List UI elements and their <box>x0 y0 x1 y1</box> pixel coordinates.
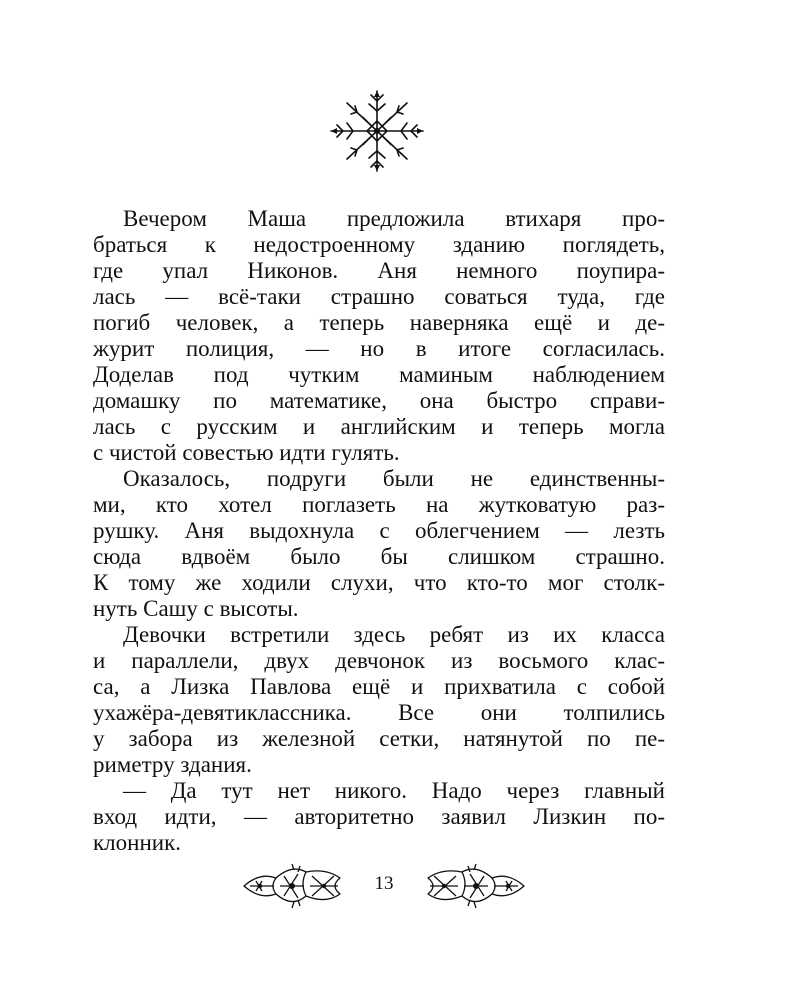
page-number: 13 <box>374 873 394 894</box>
paragraph <box>93 778 665 856</box>
text-line: ми, кто хотел поглазеть на жутковатую раз- <box>93 492 665 517</box>
text-line: лась с русским и английским и теперь могла <box>93 414 665 439</box>
text-line: Доделав под чутким маминым наблюдением <box>93 362 665 387</box>
text-line: Вечером Маша предложила втихаря про- <box>123 206 665 231</box>
body-text <box>93 206 665 856</box>
text-line: где упал Никонов. Аня немного поупира- <box>93 258 665 283</box>
floral-ornament-left-icon <box>240 862 346 910</box>
text-line: вход идти, — авторитетно заявил Лизкин по- <box>93 804 665 829</box>
text-line: рушку. Аня выдохнула с облегчением — лезть <box>93 518 665 543</box>
text-line: ухажёра-девятиклассника. Все они толпились <box>93 700 665 725</box>
floral-ornament-right-icon <box>422 862 528 910</box>
paragraph <box>93 622 665 778</box>
text-line: риметру здания. <box>93 752 252 777</box>
text-line: клонник. <box>93 830 182 855</box>
paragraph <box>93 466 665 622</box>
text-line: са, а Лизка Павлова ещё и прихватила с собой <box>93 674 665 699</box>
text-line: сюда вдвоём было бы слишком страшно. <box>93 544 665 569</box>
text-line: Оказалось, подруги были не единственны- <box>123 466 665 491</box>
text-line: К тому же ходили слухи, что кто-то мог столк- <box>93 570 665 595</box>
text-line: у забора из железной сетки, натянутой по пе- <box>93 726 665 751</box>
text-line: нуть Сашу с высоты. <box>93 596 299 621</box>
snowflake-ornament-icon <box>328 90 426 172</box>
text-line: журит полиция, — но в итоге согласилась. <box>93 336 665 361</box>
text-line: погиб человек, а теперь наверняка ещё и де- <box>93 310 665 335</box>
text-line: домашку по математике, она быстро справи- <box>93 388 665 413</box>
text-line: и параллели, двух девчонок из восьмого клас- <box>93 648 665 673</box>
text-line: лась — всё-таки страшно соваться туда, где <box>93 284 665 309</box>
text-line: Девочки встретили здесь ребят из их класса <box>123 622 665 647</box>
text-line: — Да тут нет никого. Надо через главный <box>123 778 665 803</box>
text-line: браться к недостроенному зданию поглядеть, <box>93 232 665 257</box>
paragraph <box>93 206 665 466</box>
text-line: с чистой совестью идти гулять. <box>93 440 400 465</box>
